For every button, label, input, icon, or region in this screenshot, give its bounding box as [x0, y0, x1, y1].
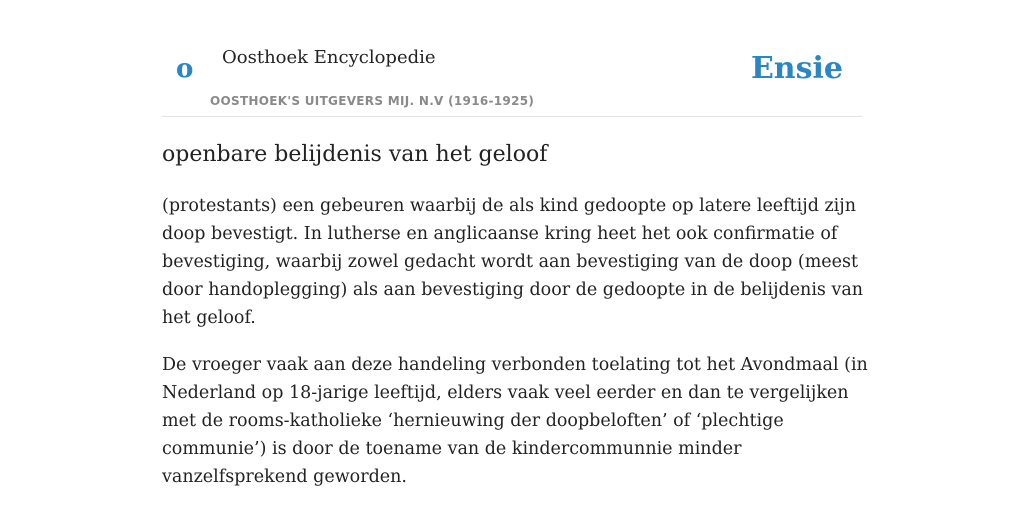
ensie-brand-link[interactable]: Ensie — [750, 51, 843, 86]
site-title[interactable]: Oosthoek Encyclopedie — [222, 47, 436, 68]
article-paragraph: De vroeger vaak aan deze handeling verbonden toelating tot het Avondmaal (in Nederland op 18-jarige leeftijd, elders vaak veel eerder en dan te vergelijken met de rooms-katholieke ‘hernieuwing der doopbeloften’ of ‘plechtige communie’) is door de toename van de kindercommunnie minder vanzelfsprekend geworden. — [162, 355, 868, 487]
article-paragraph: (protestants) een gebeuren waarbij de als kind gedoopte op latere leeftijd zijn doop bevestigt. In lutherse en anglicaanse kring heet het ook confirmatie of bevestiging, waarbij zowel gedacht wordt aan bevestiging van de doop (meest door handoplegging) als aan bevestiging door de gedoopte in de belijdenis van het geloof. — [162, 196, 864, 328]
site-header — [162, 0, 862, 117]
page-container — [162, 0, 868, 487]
encyclopedia-logo-icon[interactable]: o — [176, 54, 194, 84]
publisher-label: OOSTHOEK'S UITGEVERS MIJ. N.V (1916-1925) — [210, 94, 535, 108]
entry-title: openbare belijdenis van het geloof — [162, 142, 548, 167]
